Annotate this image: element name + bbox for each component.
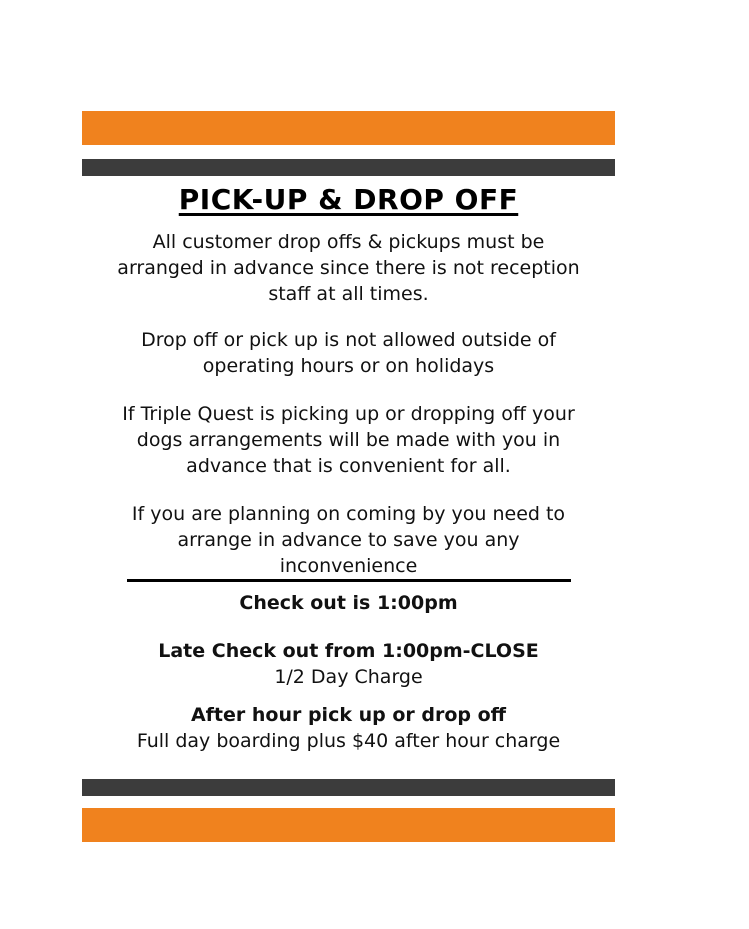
page-title: PICK-UP & DROP OFF: [178, 183, 519, 216]
checkout-time: Check out is 1:00pm: [239, 592, 458, 614]
late-checkout-heading: Late Check out from 1:00pm-CLOSE: [158, 640, 539, 662]
top-dark-band: [82, 159, 615, 176]
advance-arrangement-paragraph: All customer drop offs & pickups must be arranged in advance since there is not reception staff at all times.: [117, 231, 580, 305]
bottom-dark-band: [82, 779, 615, 796]
planning-visit-paragraph: If you are planning on coming by you need to arrange in advance to save you any inconvenience: [131, 503, 566, 577]
operating-hours-paragraph: Drop off or pick up is not allowed outside of operating hours or on holidays: [141, 329, 556, 377]
top-orange-band: [82, 111, 615, 145]
transport-paragraph: If Triple Quest is picking up or dropping off your dogs arrangements will be made with you in advance that is convenient for all.: [122, 403, 575, 477]
notice-content: [82, 178, 615, 754]
divider-rule: [127, 579, 571, 582]
after-hour-charge: Full day boarding plus $40 after hour charge: [136, 730, 561, 752]
late-checkout-charge: 1/2 Day Charge: [274, 666, 423, 688]
bottom-orange-band: [82, 808, 615, 842]
after-hour-heading: After hour pick up or drop off: [190, 704, 507, 726]
